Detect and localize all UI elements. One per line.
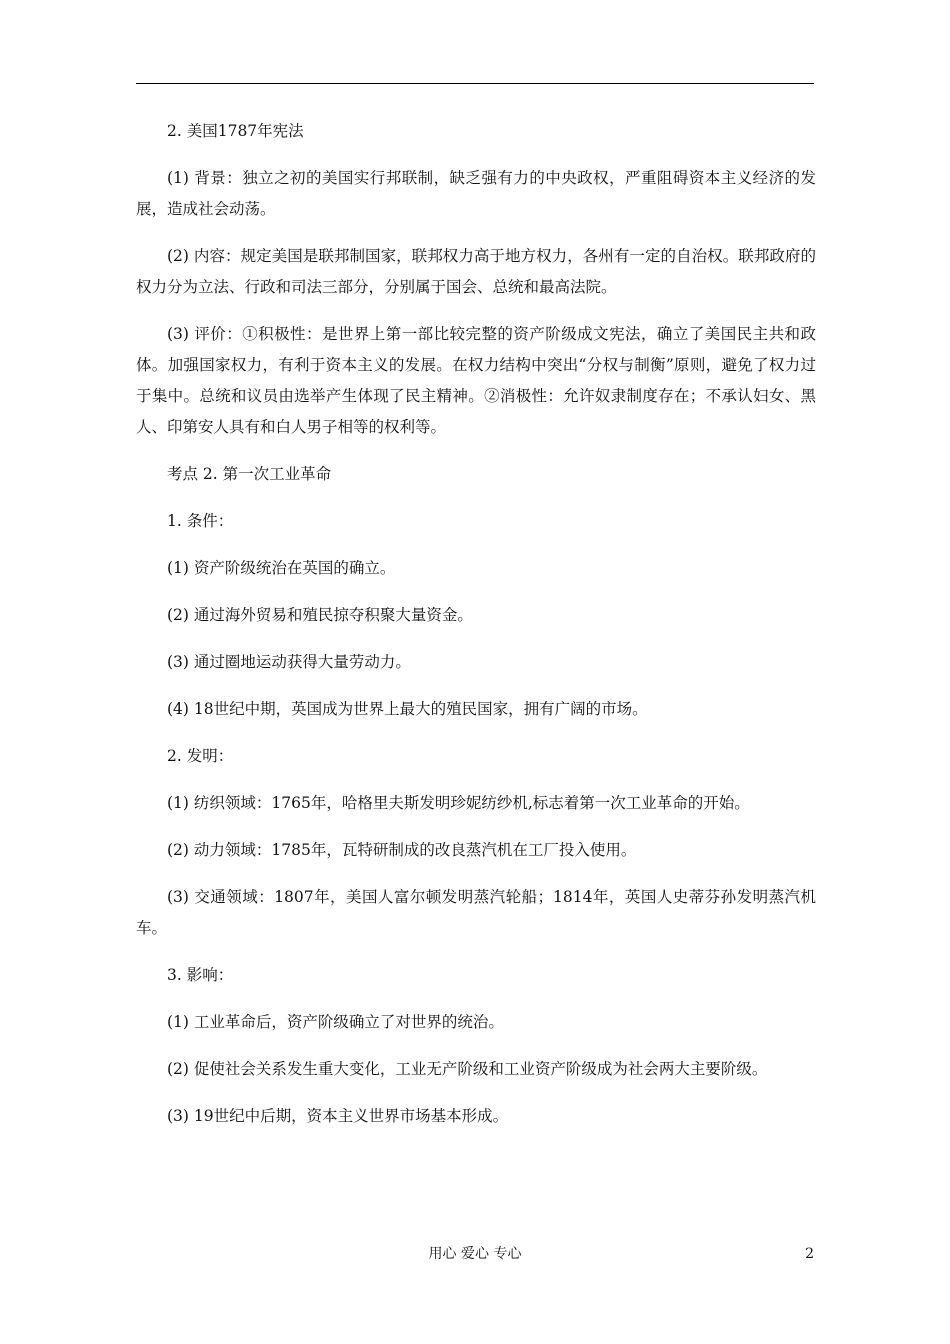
paragraph-background: (1) 背景：独立之初的美国实行邦联制，缺乏强有力的中央政权，严重阻碍资本主义经济的发展，造成社会动荡。 (136, 169, 816, 218)
paragraph-evaluation: (3) 评价：①积极性：是世界上第一部比较完整的资产阶级成文宪法，确立了美国民主共和政体。加强国家权力，有利于资本主义的发展。在权力结构中突出“分权与制衡”原则，避免了权力过于集中。总统和议员由选举产生体现了民主精神。②消极性：允许奴隶制度存在；不承认妇女、黑人、印第安人具有和白人男子相等的权利等。 (136, 325, 816, 436)
list-item: (3) 19世纪中后期，资本主义世界市场基本形成。 (167, 1107, 509, 1125)
header-rule (136, 83, 814, 84)
list-item: (4) 18世纪中期，英国成为世界上最大的殖民国家，拥有广阔的市场。 (167, 700, 648, 718)
section-heading-constitution: 2. 美国1787年宪法 (167, 122, 304, 140)
list-item: (2) 通过海外贸易和殖民掠夺积聚大量资金。 (167, 606, 473, 624)
subheading-conditions: 1. 条件： (167, 512, 234, 530)
section-heading-industrial-revolution: 考点 2. 第一次工业革命 (167, 465, 332, 483)
list-item: (3) 交通领域：1807年，美国人富尔顿发明蒸汽轮船；1814年，英国人史蒂芬孙发明蒸汽机车。 (136, 888, 816, 937)
list-item: (2) 促使社会关系发生重大变化，工业无产阶级和工业资产阶级成为社会两大主要阶级。 (167, 1060, 768, 1078)
document-body (136, 116, 816, 1148)
subheading-inventions: 2. 发明： (167, 747, 234, 765)
page-number: 2 (805, 1246, 814, 1262)
list-item: (1) 纺织领域：1765年，哈格里夫斯发明珍妮纺纱机,标志着第一次工业革命的开始。 (167, 794, 750, 812)
list-item: (1) 资产阶级统治在英国的确立。 (167, 559, 396, 577)
subheading-impact: 3. 影响： (167, 966, 234, 984)
list-item: (1) 工业革命后，资产阶级确立了对世界的统治。 (167, 1013, 504, 1031)
list-item: (2) 动力领域：1785年，瓦特研制成的改良蒸汽机在工厂投入使用。 (167, 841, 637, 859)
footer-motto: 用心 爱心 专心 (428, 1246, 522, 1262)
paragraph-content: (2) 内容：规定美国是联邦制国家，联邦权力高于地方权力，各州有一定的自治权。联邦政府的权力分为立法、行政和司法三部分，分别属于国会、总统和最高法院。 (136, 247, 816, 296)
list-item: (3) 通过圈地运动获得大量劳动力。 (167, 653, 411, 671)
